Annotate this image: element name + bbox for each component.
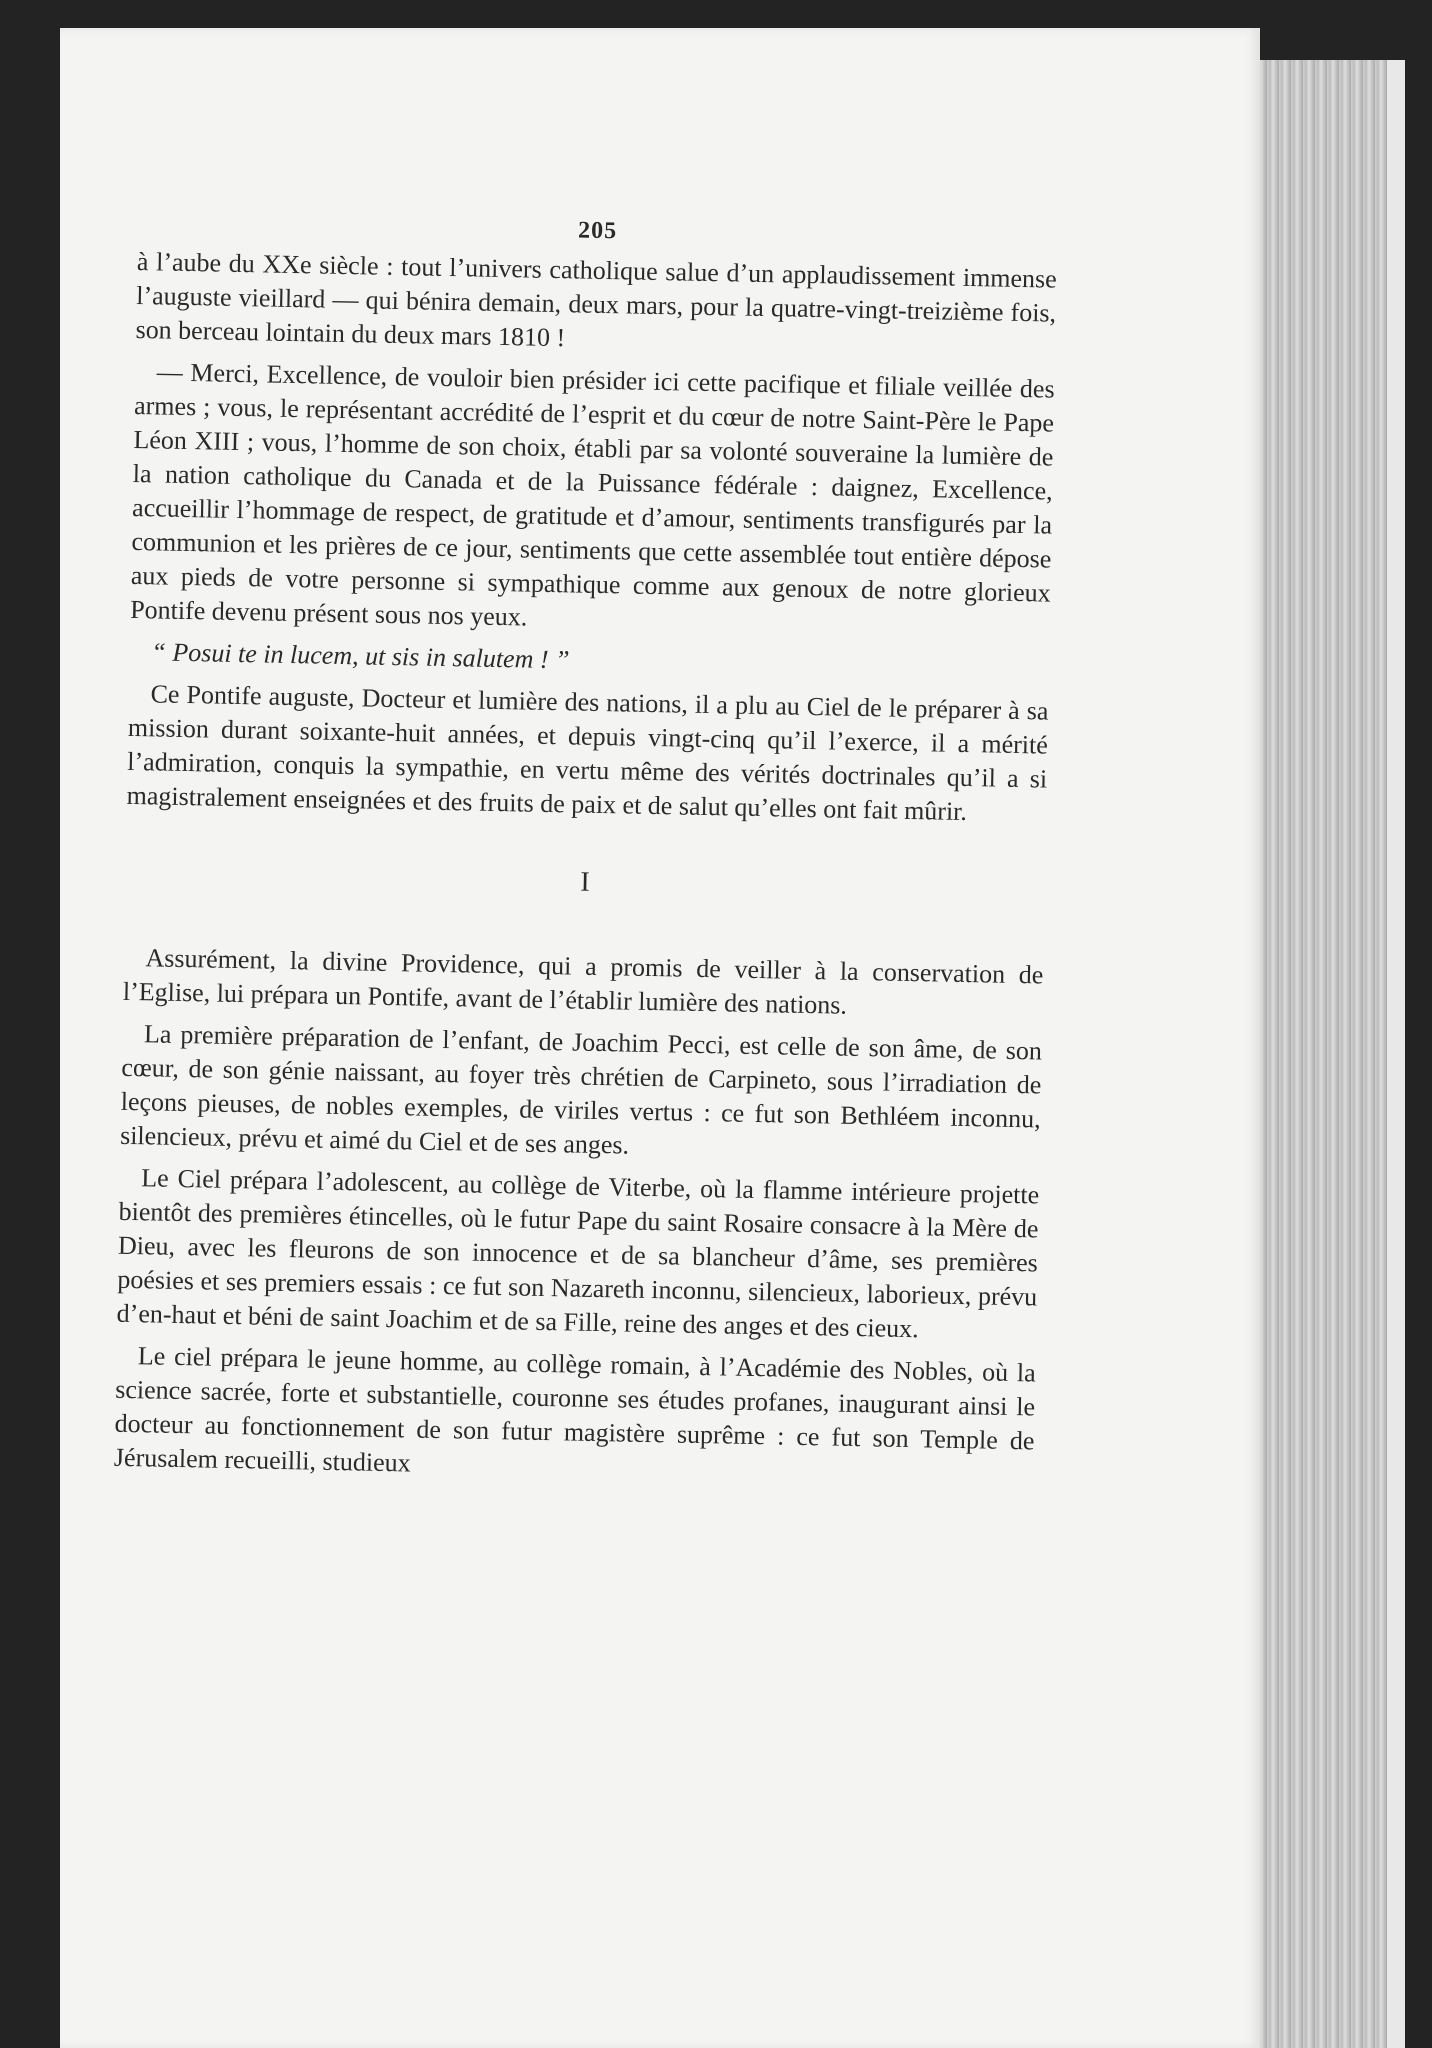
paragraph: Le Ciel prépara l’adolescent, au collège de Viterbe, où la flamme intérieure projette bientôt des premières étincelles, où le futur Pape du saint Rosaire consacre à la Mère de Dieu, avec les fleurons de son innocence et de sa blancheur d’âme, ses premières poésies et ses premiers essais : ce fut son Nazareth inconnu, silencieux, laborieux, prévu d’en-haut et béni de saint Joachim et de sa Fille, reine des anges et des cieux.	[116, 1163, 1040, 1344]
section-heading: I	[580, 866, 591, 898]
page-text-block	[113, 205, 1057, 1500]
page-number: 205	[577, 217, 618, 245]
latin-quote: “ Posui te in lucem, ut sis in salutem ! ”	[151, 637, 570, 675]
book-page-edges	[1255, 60, 1405, 2048]
paragraph: — Merci, Excellence, de vouloir bien présider ici cette pacifique et filiale veillée des armes ; vous, le représentant accrédité de l’esprit et du cœur de notre Saint-Père le Pape Léon XIII ; vous, l’homme de son choix, établi par sa volonté souveraine la lumière de la nation catholique du Canada et de la Puissance fédérale : daignez, Excellence, accueillir l’hommage de respect, de gratitude et d’amour, sentiments transfigurés par la communion et les prières de ce jour, sentiments que cette assemblée tout entière dépose aux pieds de votre personne si sympathique comme aux genoux de notre glorieux Pontife devenu présent sous nos yeux.	[129, 357, 1055, 632]
paragraph: Assurément, la divine Providence, qui a promis de veiller à la conservation de l’Eglise, lui prépara un Pontife, avant de l’établir lumière des nations.	[122, 943, 1044, 1020]
paragraph: à l’aube du XXe siècle : tout l’univers catholique salue d’un applaudissement immense l’auguste vieillard — qui bénira demain, deux mars, pour la quatre-vingt-treizième fois, son berceau lointain du deux mars 1810 !	[135, 246, 1058, 353]
paragraph: Ce Pontife auguste, Docteur et lumière des nations, il a plu au Ciel de le préparer à sa mission durant soixante-huit années, et depuis vingt-cinq qu’il l’exerce, il a mérité l’admiration, conquis la sympathie, en vertu même des vérités doctrinales qu’il a si magistralement enseignées et des fruits de paix et de salut qu’elles ont fait mûrir.	[126, 679, 1049, 827]
paragraph: Le ciel prépara le jeune homme, au collège romain, à l’Académie des Nobles, où la science sacrée, forte et substantielle, couronne ses études profanes, inaugurant ainsi le docteur au fonctionnement de son futur magistère suprême : ce fut son Temple de Jérusalem recueilli, studieux	[113, 1341, 1037, 1478]
paragraph: La première préparation de l’enfant, de Joachim Pecci, est celle de son âme, de son cœur, de son génie naissant, au foyer très chrétien de Carpineto, sous l’irradiation de leçons pieuses, de nobles exemples, de viriles vertus : ce fut son Bethléem inconnu, silencieux, prévu et aimé du Ciel et de ses anges.	[119, 1019, 1043, 1160]
